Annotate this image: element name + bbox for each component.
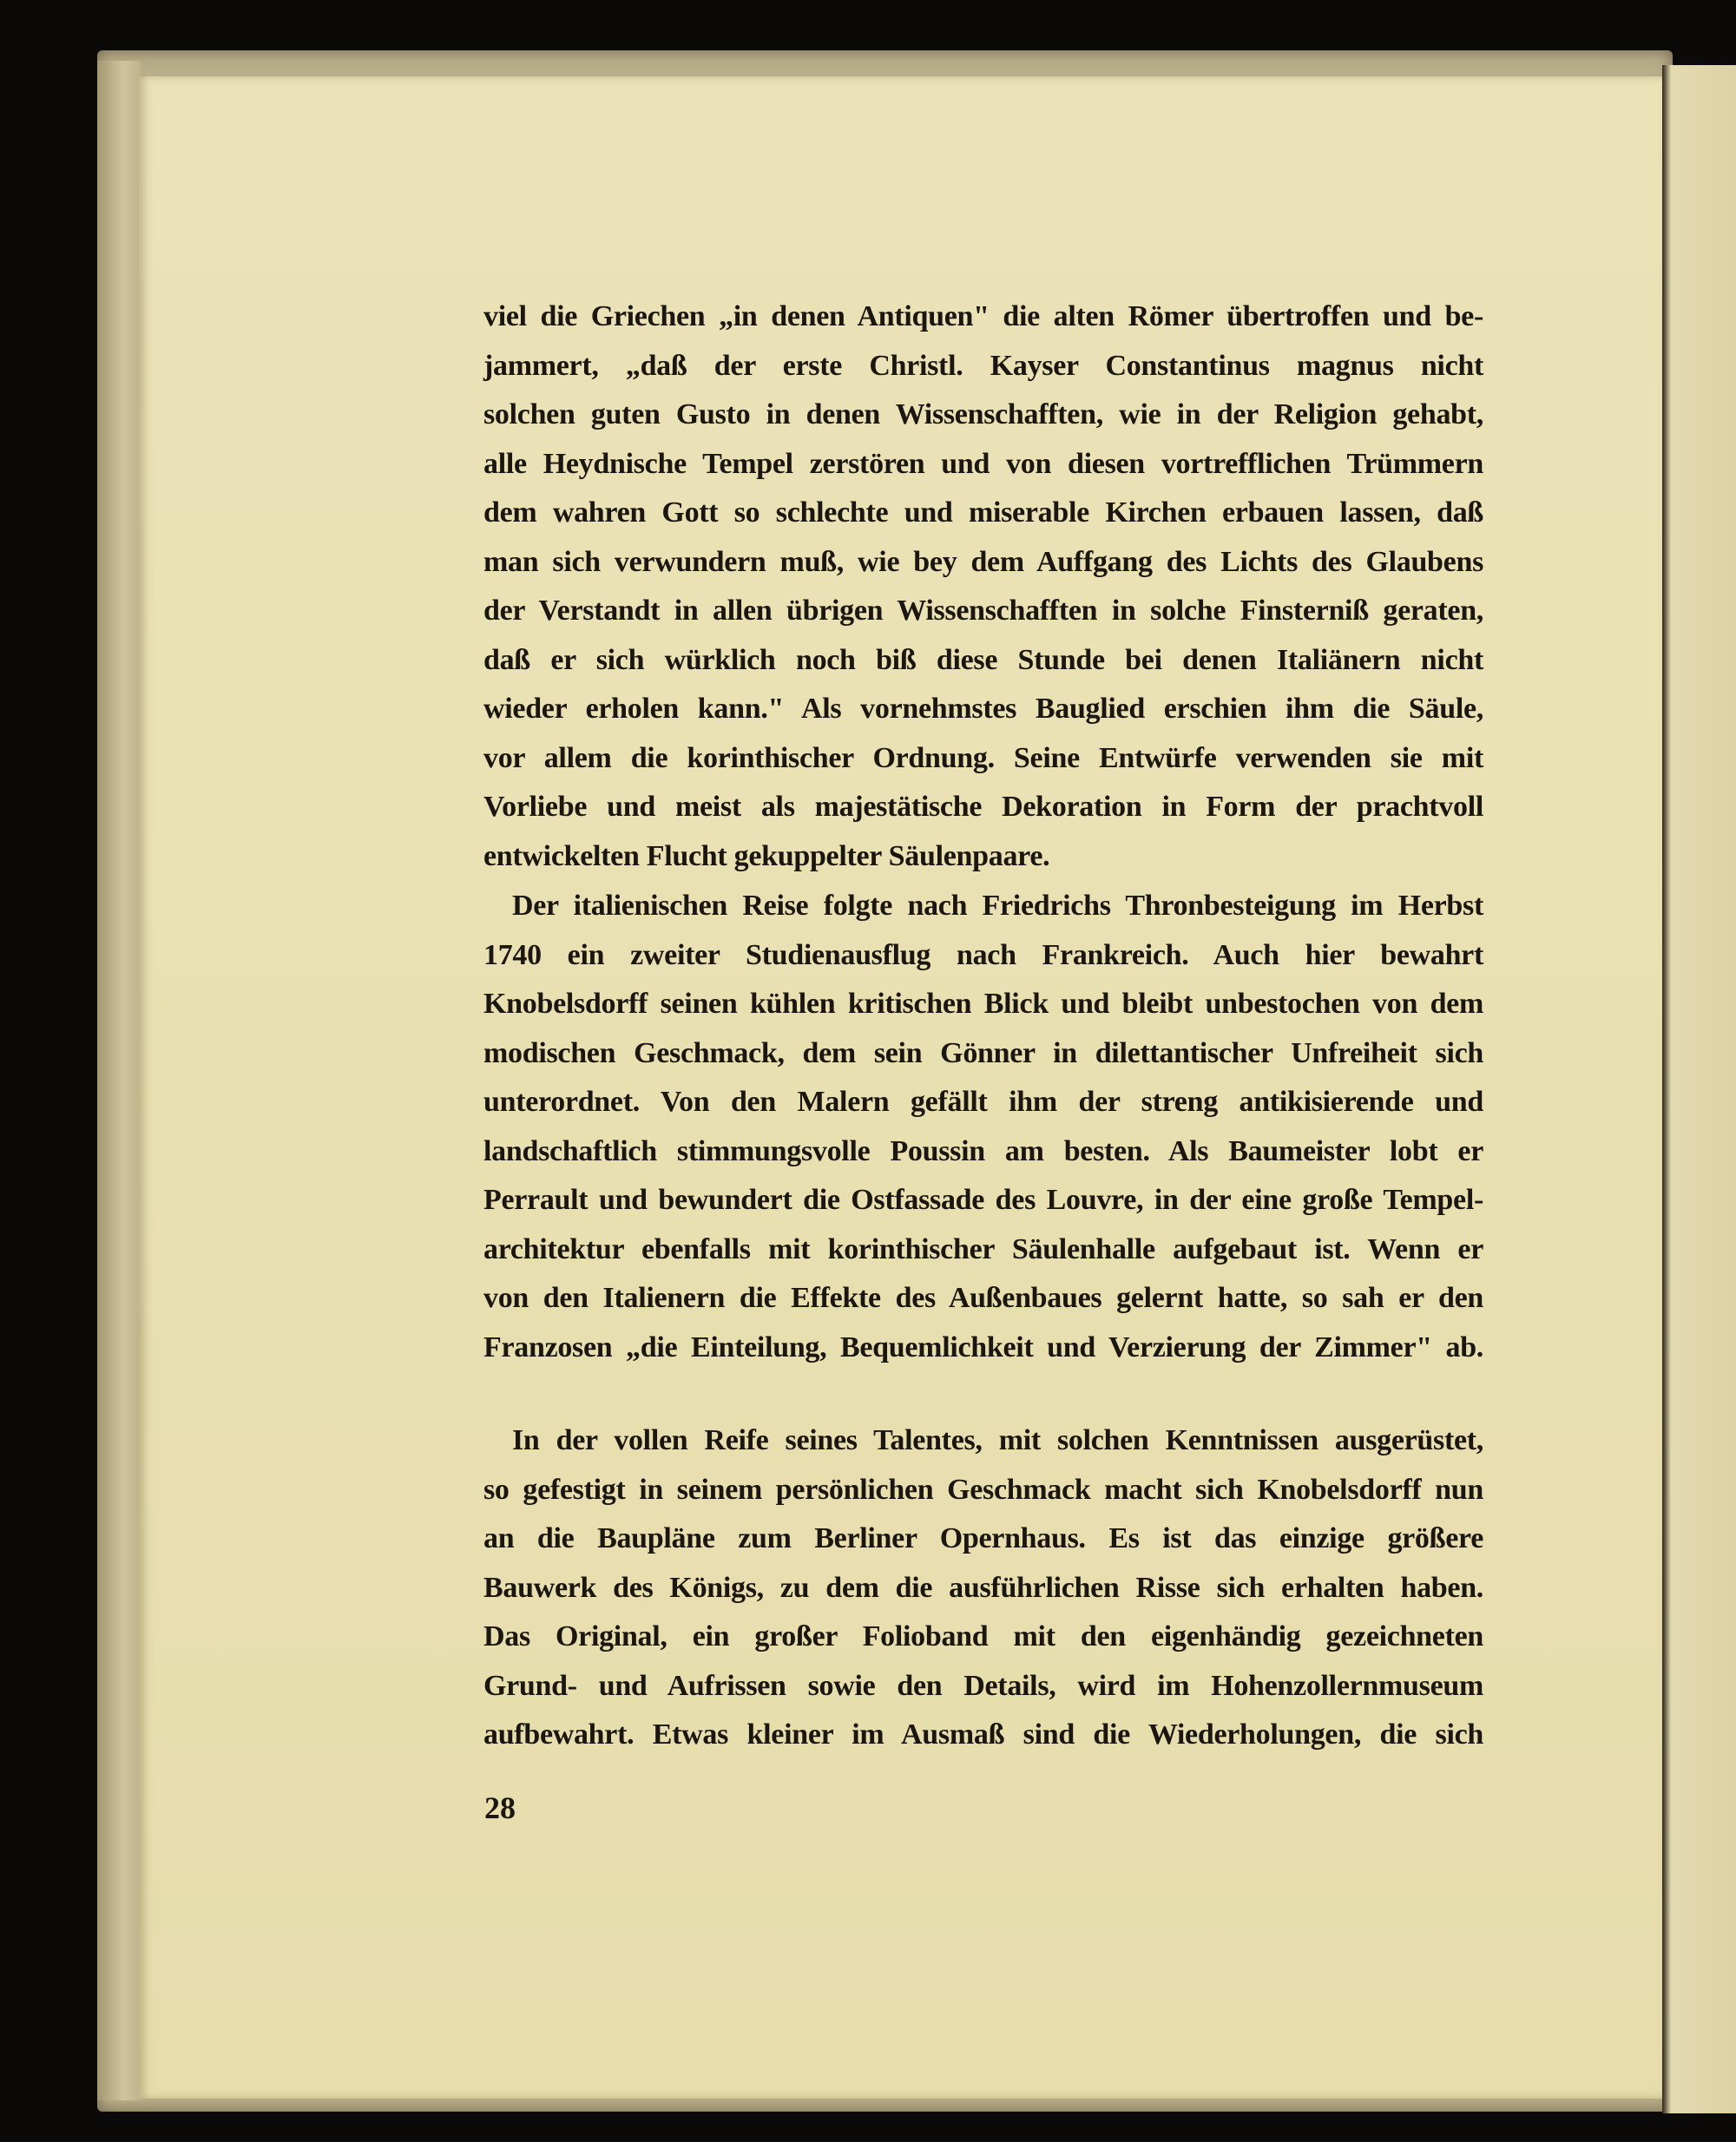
text-line: Perrault und bewundert die Ostfassade des Louvre, in der eine große Tempel-	[483, 1184, 1483, 1216]
text-line: entwickelten Flucht gekuppelter Säulenpaare.	[483, 839, 1050, 872]
text-line: Grund- und Aufrissen sowie den Details, wird im Hohenzollernmuseum	[483, 1669, 1483, 1702]
text-line: dem wahren Gott so schlechte und miserable Kirchen erbauen lassen, daß	[483, 496, 1483, 529]
text-line: modischen Geschmack, dem sein Gönner in dilettantischer Unfreiheit sich	[483, 1036, 1483, 1069]
text-line: an die Baupläne zum Berliner Opernhaus. Es ist das einzige größere	[483, 1522, 1483, 1554]
text-line: vor allem die korinthischer Ordnung. Seine Entwürfe verwenden sie mit	[483, 741, 1483, 774]
text-line: alle Heydnische Tempel zerstören und von diesen vortrefflichen Trümmern	[483, 447, 1483, 480]
text-line: Bauwerk des Königs, zu dem die ausführlichen Risse sich erhalten haben.	[483, 1571, 1483, 1604]
text-line: jammert, „daß der erste Christl. Kayser Constantinus magnus nicht	[483, 349, 1483, 382]
next-page-edge	[1662, 65, 1736, 2113]
text-line: Knobelsdorff seinen kühlen kritischen Blick und bleibt unbestochen von dem	[483, 988, 1483, 1020]
text-line: unterordnet. Von den Malern gefällt ihm der streng antikisierende und	[483, 1086, 1483, 1118]
text-line: Vorliebe und meist als majestätische Dekoration in Form der prachtvoll	[483, 791, 1483, 823]
text-line: wieder erholen kann." Als vornehmstes Bauglied erschien ihm die Säule,	[483, 693, 1483, 725]
text-line: man sich verwundern muß, wie bey dem Auffgang des Lichts des Glaubens	[483, 545, 1483, 578]
text-line: daß er sich würklich noch biß diese Stunde bei denen Italiänern nicht	[483, 643, 1483, 676]
text-line: architektur ebenfalls mit korinthischer Säulenhalle aufgebaut ist. Wenn er	[483, 1232, 1483, 1265]
book-spine-edge	[97, 61, 141, 2100]
page-number: 28	[484, 1790, 516, 1825]
text-line: 1740 ein zweiter Studienausflug nach Frankreich. Auch hier bewahrt	[483, 938, 1483, 971]
text-line: Der italienischen Reise folgte nach Friedrichs Thronbesteigung im Herbst	[512, 890, 1483, 922]
text-line: von den Italienern die Effekte des Außenbaues gelernt hatte, so sah er den	[483, 1282, 1483, 1314]
text-line: Franzosen „die Einteilung, Bequemlichkeit und Verzierung der Zimmer" ab.	[483, 1331, 1483, 1363]
text-line: der Verstandt in allen übrigen Wissenschafften in solche Finsterniß geraten,	[483, 595, 1483, 627]
text-line: solchen guten Gusto in denen Wissenschafften, wie in der Religion gehabt,	[483, 398, 1483, 430]
text-line: aufbewahrt. Etwas kleiner im Ausmaß sind die Wiederholungen, die sich	[483, 1718, 1483, 1751]
text-line: viel die Griechen „in denen Antiquen" die alten Römer übertroffen und be-	[483, 300, 1483, 332]
text-line: In der vollen Reife seines Talentes, mit solchen Kenntnissen ausgerüstet,	[512, 1424, 1483, 1456]
text-line: Das Original, ein großer Folioband mit den eigenhändig gezeichneten	[483, 1620, 1483, 1652]
text-line: landschaftlich stimmungsvolle Poussin am besten. Als Baumeister lobt er	[483, 1134, 1483, 1167]
text-line: so gefestigt in seinem persönlichen Geschmack macht sich Knobelsdorff nun	[483, 1473, 1483, 1506]
